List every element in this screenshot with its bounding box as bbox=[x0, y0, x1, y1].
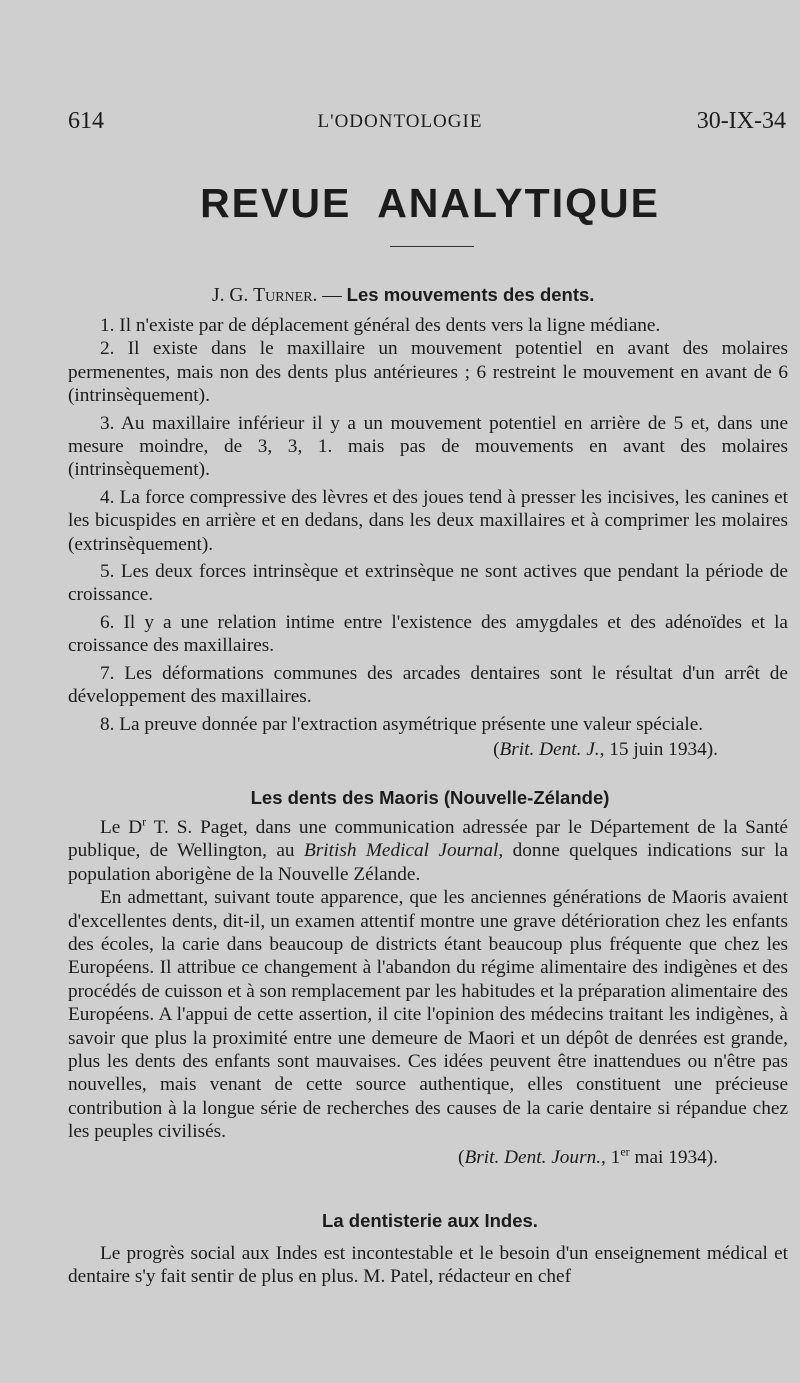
text-run: T. S. Paget, dans une communication adressée par le Département de la Santé publique, de Wellington, au bbox=[68, 817, 788, 862]
article1-citation: (Brit. Dent. J., 15 juin 1934). bbox=[493, 738, 718, 760]
article2-citation: (Brit. Dent. Journ., 1er mai 1934). bbox=[458, 1144, 718, 1168]
article3-heading: La dentisterie aux Indes. bbox=[322, 1210, 538, 1231]
list-item: 5. Les deux forces intrinsèque et extrinsèque ne sont actives que pendant la période de croissance. bbox=[68, 561, 788, 606]
journal-title: British Medical Journal bbox=[303, 840, 499, 862]
text-run: Le D bbox=[100, 817, 143, 838]
issue-date: 30-IX-34 bbox=[696, 108, 786, 134]
list-item: 8. La preuve donnée par l'extraction asymétrique présente une valeur spéciale. bbox=[100, 713, 704, 735]
author-name: Turner. bbox=[253, 285, 318, 306]
list-item: 3. Au maxillaire inférieur il y a un mouvement potentiel en arrière de 5 et, dans une mesure moindre, de 3, 3, 1. mais pas de mouvements en avant des molaires (intrinsèquement). bbox=[68, 412, 788, 481]
citation-rest: mai 1934). bbox=[629, 1146, 718, 1168]
citation-source: Brit. Dent. J. bbox=[499, 738, 600, 760]
article1-body bbox=[68, 314, 788, 761]
author-initials: J. G. bbox=[212, 285, 249, 306]
article3-body bbox=[68, 1242, 788, 1289]
list-item: 2. Il existe dans le maxillaire un mouvement potentiel en avant des molaires permenentes, mais non des dents plus antérieures ; 6 restreint le mouvement en avant de 6 (intrinsèquement). bbox=[68, 338, 788, 407]
article1-byline bbox=[212, 284, 594, 307]
running-header bbox=[0, 108, 800, 142]
list-item: 6. Il y a une relation intime entre l'existence des amygdales et des adénoïdes et la croissance des maxillaires. bbox=[68, 611, 788, 657]
article2-paragraph-1 bbox=[68, 816, 788, 886]
text-run: , donne quelques indications sur la population aborigène de la Nouvelle Zélande. bbox=[68, 840, 788, 885]
superscript: er bbox=[620, 1144, 630, 1159]
article2-heading: Les dents des Maoris (Nouvelle-Zélande) bbox=[250, 787, 610, 808]
article2-body bbox=[68, 816, 788, 1169]
citation-source: Brit. Dent. Journ. bbox=[464, 1146, 602, 1168]
byline-dash: — bbox=[317, 285, 347, 306]
superscript: r bbox=[142, 814, 147, 829]
list-item: 7. Les déformations communes des arcades dentaires sont le résultat d'un arrêt de développement des maxillaires. bbox=[68, 662, 788, 708]
citation-rest: , 1 bbox=[601, 1146, 621, 1168]
list-item: 1. Il n'existe par de déplacement général des dents vers la ligne médiane. bbox=[100, 315, 661, 336]
journal-name: L'ODONTOLOGIE bbox=[317, 111, 483, 132]
citation-rest: , 15 juin 1934). bbox=[599, 738, 718, 760]
page-title: REVUE ANALYTIQUE bbox=[200, 180, 660, 226]
list-item: 4. La force compressive des lèvres et des joues tend à presser les incisives, les canines et les bicuspides en arrière et en dedans, dans les deux maxillaires et à comprimer les molaires (extrinsèquement). bbox=[68, 486, 788, 555]
article3-paragraph-1: Le progrès social aux Indes est incontestable et le besoin d'un enseignement médical et dentaire s'y fait sentir de plus en plus. M. Patel, rédacteur en chef bbox=[68, 1243, 788, 1288]
title-rule bbox=[390, 246, 474, 247]
article2-paragraph-2: En admettant, suivant toute apparence, que les anciennes générations de Maoris avaient d'excellentes dents, dit-il, un examen attentif montre une grave détérioration chez les enfants des écoles, la carie dans beaucoup de districts étant beaucoup plus fréquente que chez les Européens. Il attribue ce changement à l'abandon du régime alimentaire des indigènes et des procédés de cuisson et à son remplacement par les habitudes et la préparation alimentaire des Européens. A l'appui de cette assertion, il cite l'opinion des médecins traitant les indigènes, à savoir que plus la proximité entre une demeure de Maori et un dépôt de denrées est grande, plus les dents des enfants sont mauvaises. Ces idées peuvent être inattendues ou n'être pas nouvelles, mais venant de cette source authentique, elles constituent une précieuse contribution à la longue série de recherches des causes de la carie dentaire si répandue chez les peuples civilisés. bbox=[68, 887, 788, 1143]
article1-heading: Les mouvements des dents. bbox=[346, 284, 595, 305]
page-number: 614 bbox=[68, 108, 104, 134]
